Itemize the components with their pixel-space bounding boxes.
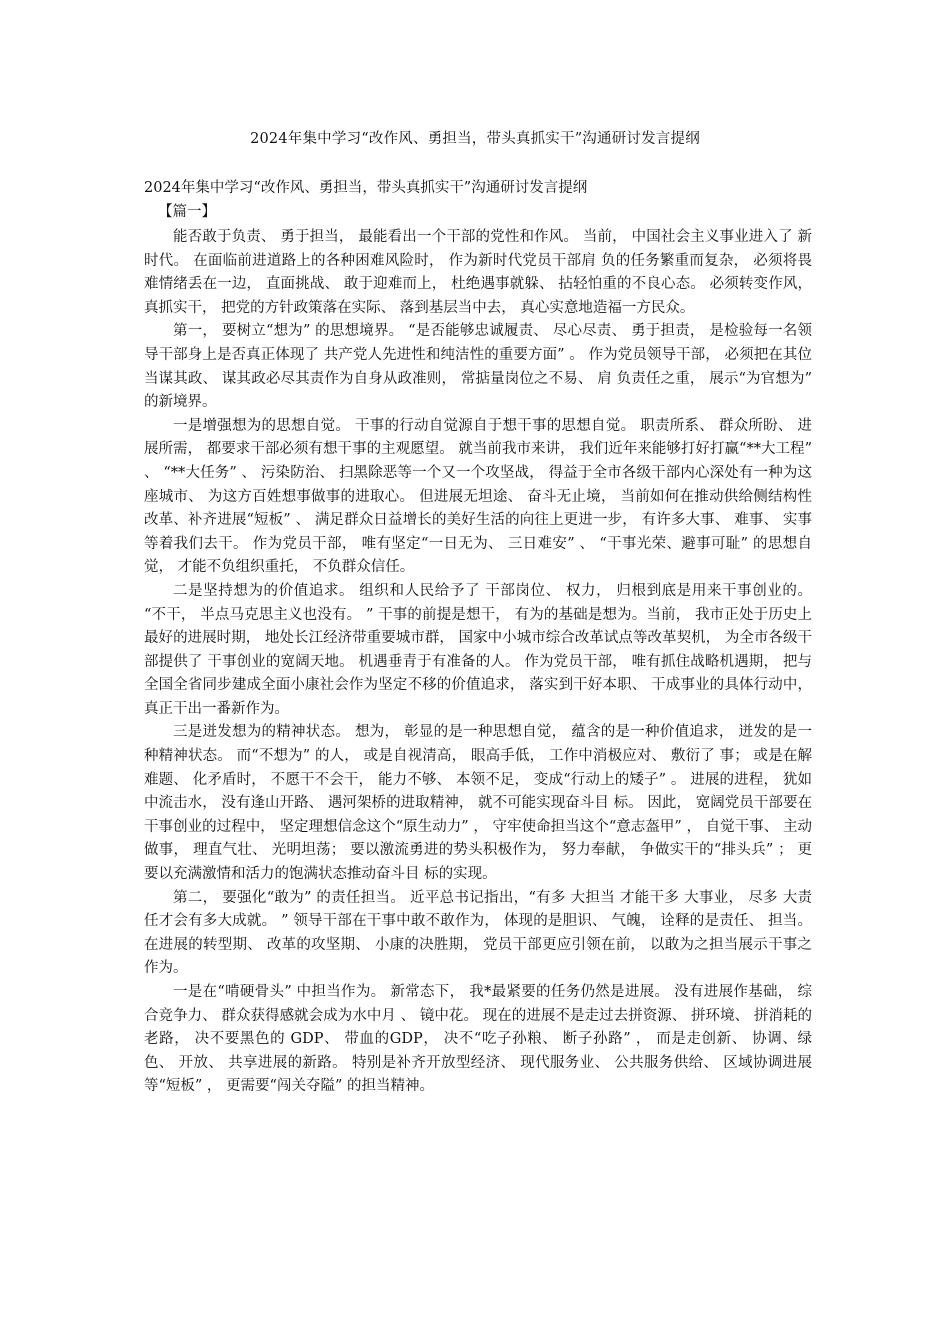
- document-body: [144, 226, 812, 1099]
- paragraph-sub-three: 三是迸发想为的精神状态。 想为， 彰显的是一种思想自觉， 蕴含的是一种价值追求， 迸发的是一种精神状态。 而“不想为” 的人， 或是自视清高， 眼高手低， 工作中消极应对、 敷衍了 事； 或是在解难题、 化矛盾时， 不愿干不会干， 能力不够、 本领不足， 变成“行动上的矮子” 。 进展的进程， 犹如中流击水， 没有逢山开路、 遇河架桥的进取精神， 就不可能实现奋斗目 标。 因此， 宽阔党员干部要在干事创业的过程中， 坚定理想信念这个“原生动力” ， 守牢使命担当这个“意志盔甲” ， 自觉干事、 主动做事， 理直气壮、 光明坦荡； 要以激流勇进的势头积极作为， 努力奉献， 争做实干的“排头兵” ； 更要以充满激情和活力的饱满状态推动奋斗目 标的实现。: [144, 724, 812, 883]
- paragraph-sub-one: 一是增强想为的思想自觉。 干事的行动自觉源自于想干事的思想自觉。 职责所系、 群众所盼、 进展所需， 都要求干部必须有想干事的主观愿望。 就当前我市来讲， 我们近年来能够打好打赢“**大工程” 、 “**大任务” 、 污染防治、 扫黑除恶等一个又一个攻坚战， 得益于全市各级干部内心深处有一种为这座城市、 为这方百姓想事做事的进取心。 但进展无坦途、 奋斗无止境， 当前如何在推动供给侧结构性改革、补齐进展“短板” 、 满足群众日益增长的美好生活的向往上更进一步， 有许多大事、 难事、 实事等着我们去干。 作为党员干部， 唯有坚定“一日无为、 三日难安” 、 “干事光荣、避事可耻” 的思想自觉， 才能不负组织重托， 不负群众信任。: [144, 417, 812, 576]
- section-label: 【篇一】: [158, 204, 216, 220]
- paragraph-intro: 能否敢于负责、 勇于担当， 最能看出一个干部的党性和作风。 当前， 中国社会主义事业进入了 新时代。 在面临前进道路上的各种困难风险时， 作为新时代党员干部肩 负的任务繁重而复杂， 必须将畏难情绪丢在一边， 直面挑战、 敢于迎难而上， 杜绝遇事就躲、 拈轻怕重的不良心态。 必须转变作风， 真抓实干， 把党的方针政策落在实际、 落到基层当中去， 真心实意地造福一方民众。: [144, 229, 812, 316]
- page-header-title: 2024年集中学习“改作风、勇担当，带头真抓实干”沟通研讨发言提纲: [250, 131, 700, 147]
- paragraph-sub-two: 二是坚持想为的价值追求。 组织和人民给予了 干部岗位、 权力， 归根到底是用来干事创业的。 “不干， 半点马克思主义也没有。 ” 干事的前提是想干， 有为的基础是想为。当前， 我市正处于历史上最好的进展时期， 地处长江经济带重要城市群， 国家中小城市综合改革试点等改革契机， 为全市各级干部提供了 干事创业的宽阔天地。 机遇垂青于有准备的人。 作为党员干部， 唯有抓住战略机遇期， 把与全国全省同步建成全面小康社会作为坚定不移的价值追求， 落实到干好本职、 干成事业的具体行动中， 真正干出一番新作为。: [144, 582, 812, 717]
- paragraph-point-one: 第一， 要树立“想为” 的思想境界。 “是否能够忠诚履责、 尽心尽责、 勇于担责， 是检验每一名领导干部身上是否真正体现了 共产党人先进性和纯洁性的重要方面” 。 作为党员领导干部， 必须把在其位当谋其政、 谋其政必尽其责作为自身从政准则， 常掂量岗位之不易、 肩 负责任之重， 展示“为官想为” 的新境界。: [144, 323, 812, 411]
- paragraph-sub-four: 一是在“啃硬骨头” 中担当作为。 新常态下， 我*最紧要的任务仍然是进展。 没有进展作基础， 综合竞争力、 群众获得感就会成为水中月 、 镜中花。 现在的进展不是走过去拼资源、 拼环境、 拼消耗的老路， 决不要黑色的 GDP、 带血的GDP， 决不“吃子孙粮、 断子孙路” ， 而是走创新、 协调、绿色、 开放、 共享进展的新路。 特别是补齐开放型经济、 现代服务业、 公共服务供给、 区域协调进展等“短板” ， 更需要“闯关夺隘” 的担当精神。: [144, 984, 812, 1095]
- document-title: 2024年集中学习“改作风、勇担当，带头真抓实干”沟通研讨发言提纲: [144, 180, 588, 196]
- paragraph-point-two: 第二， 要强化“敢为” 的责任担当。 近平总书记指出，“有多 大担当 才能干多 大事业， 尽多 大责任才会有多大成就。 ” 领导干部在干事中敢不敢作为， 体现的是胆识、 气魄， 诠释的是责任、 担当。 在进展的转型期、 改革的攻坚期、 小康的决胜期， 党员干部更应引领在前， 以敢为之担当展示干事之作为。: [144, 889, 812, 977]
